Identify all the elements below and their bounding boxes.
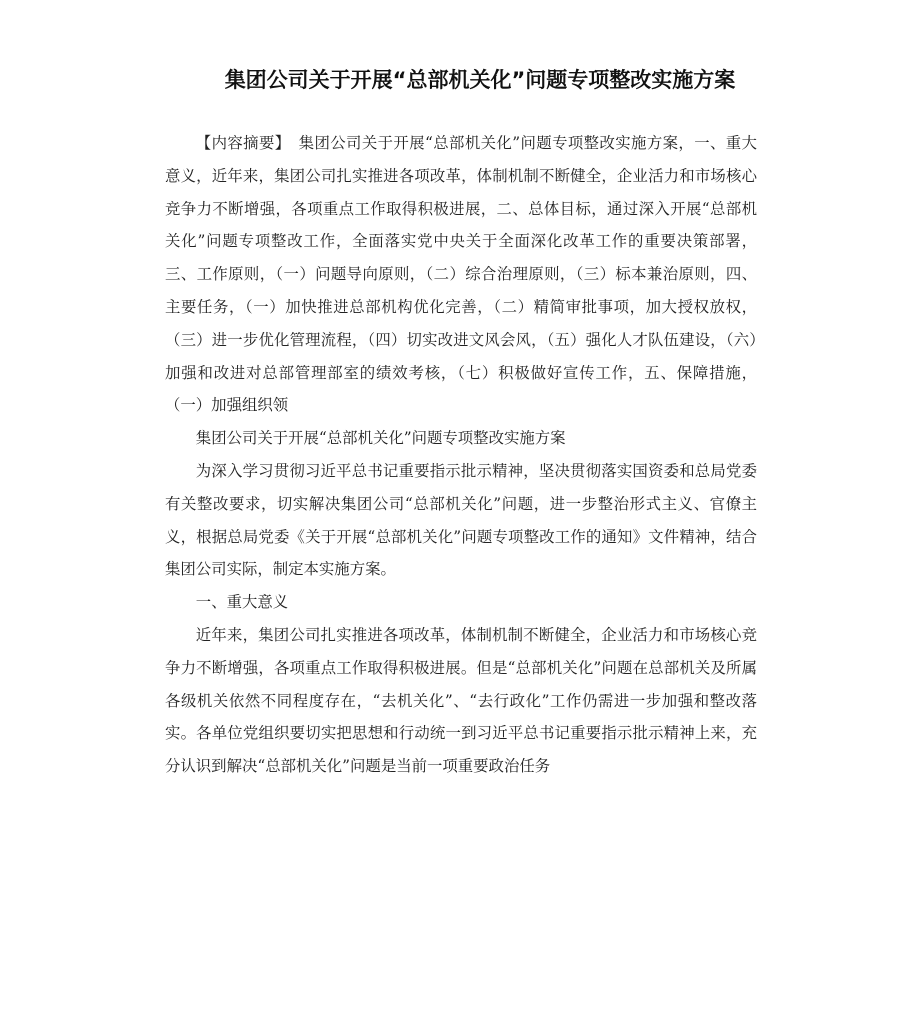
abstract-text: 集团公司关于开展“总部机关化”问题专项整改实施方案，一、重大意义，近年来，集团公司扎实推进各项改革，体制机制不断健全，企业活力和市场核心竞争力不断增强，各项重点工作取得积极进展，二、总体目标，通过深入开展“总部机关化”问题专项整改工作，全面落实党中央关于全面深化改革工作的重要决策部署，三、工作原则，（一）问题导向原则，（二）综合治理原则，（三）标本兼治原则，四、主要任务，（一）加快推进总部机构优化完善，（二）精简审批事项，加大授权放权，（三）进一步优化管理流程，（四）切实改进文风会风，（五）强化人才队伍建设，（六）加强和改进对总部管理部室的绩效考核，（七）积极做好宣传工作，五、保障措施，（一）加强组织领 xyxy=(165,134,757,415)
section-paragraph: 近年来，集团公司扎实推进各项改革，体制机制不断健全，企业活力和市场核心竞争力不断增强，各项重点工作取得积极进展。但是“总部机关化”问题在总部机关及所属各级机关依然不同程度存在，“去机关化”、“去行政化”工作仍需进一步加强和整改落实。各单位党组织要切实把思想和行动统一到习近平总书记重要指示批示精神上来，充分认识到解决“总部机关化”问题是当前一项重要政治任务 xyxy=(165,625,757,776)
document-body xyxy=(165,127,757,783)
abstract-paragraph xyxy=(165,127,757,422)
document-title: 集团公司关于开展“总部机关化”问题专项整改实施方案 xyxy=(224,68,736,92)
section-heading: 一、重大意义 xyxy=(195,593,289,612)
abstract-label: 【内容摘要】 xyxy=(195,134,283,152)
document-subtitle: 集团公司关于开展“总部机关化”问题专项整改实施方案 xyxy=(195,429,566,448)
intro-paragraph: 为深入学习贯彻习近平总书记重要指示批示精神，坚决贯彻落实国资委和总局党委有关整改要求，切实解决集团公司“总部机关化”问题，进一步整治形式主义、官僚主义，根据总局党委《关于开展“总部机关化”问题专项整改工作的通知》文件精神，结合集团公司实际，制定本实施方案。 xyxy=(165,461,757,579)
